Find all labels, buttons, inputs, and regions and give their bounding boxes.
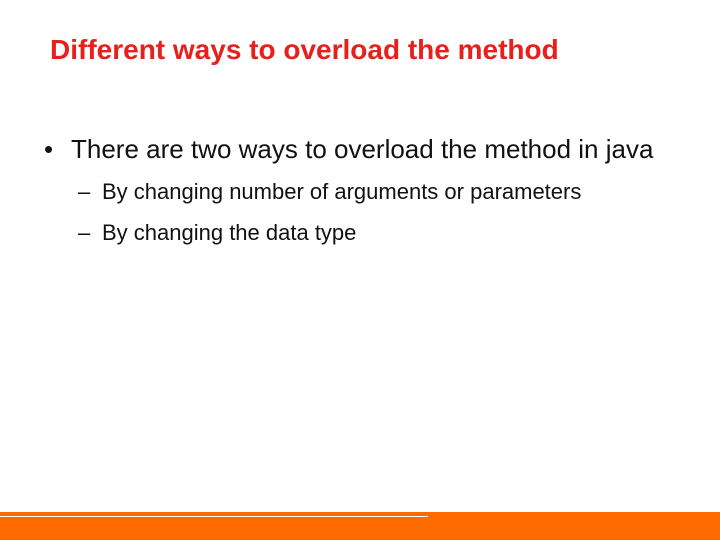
sub-bullet-text: By changing number of arguments or parameters: [102, 179, 582, 204]
slide-title: Different ways to overload the method: [50, 34, 559, 65]
footer-divider: [0, 516, 428, 517]
sub-bullet-item: [78, 179, 581, 205]
bullet-marker: •: [44, 134, 54, 164]
sub-bullet-text: By changing the data type: [102, 220, 357, 245]
sub-bullet-item: [78, 220, 356, 246]
sub-bullet-marker: –: [78, 179, 91, 204]
sub-bullet-marker: –: [78, 220, 91, 245]
bullet-item: [44, 134, 653, 165]
bullet-text: There are two ways to overload the method in java: [71, 134, 654, 164]
